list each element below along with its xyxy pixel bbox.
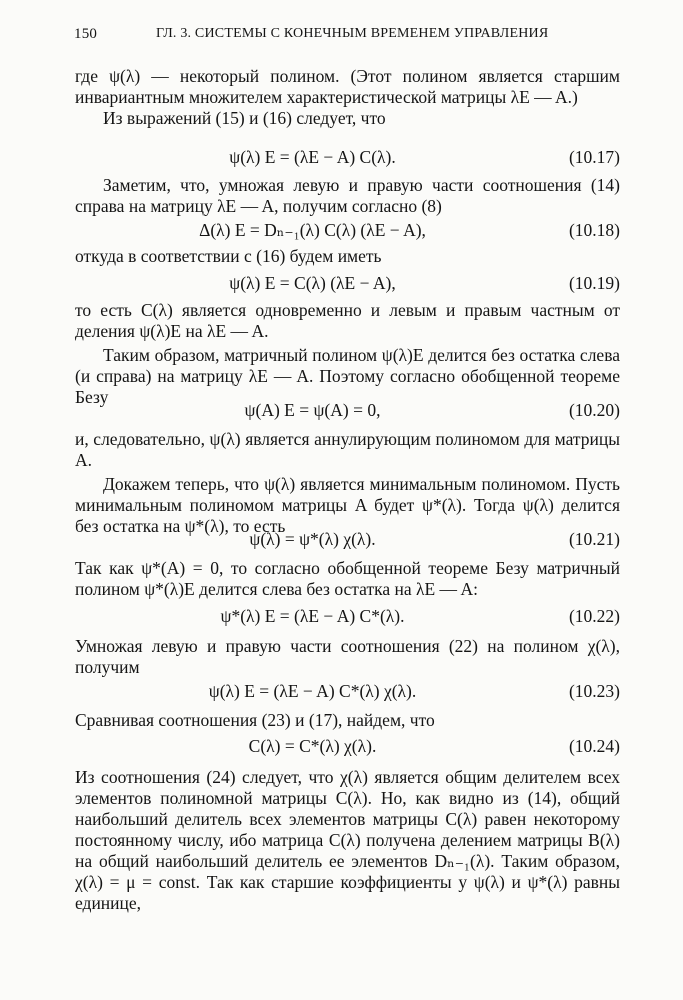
equation-number: (10.23)	[568, 681, 620, 701]
paragraph-9	[75, 767, 620, 914]
paragraph-text: Из выражений (15) и (16) следует, что	[103, 108, 386, 128]
paragraph-text: откуда в соответствии с (16) будем иметь	[75, 246, 382, 266]
paragraph-text: Докажем теперь, что ψ(λ) является минимальным полиномом. Пусть минимальным полиномом матрицы A будет ψ*(λ). Тогда ψ(λ) делится без остатка на ψ*(λ), то есть	[75, 474, 620, 536]
equation-number: (10.19)	[568, 273, 620, 293]
equation-formula: Δ(λ) E = Dₙ₋₁(λ) C(λ) (λE − A),	[199, 220, 426, 240]
equation-formula: C(λ) = C*(λ) χ(λ).	[248, 736, 377, 756]
equation-10-18	[75, 219, 620, 241]
paragraph-text: Из соотношения (24) следует, что χ(λ) является общим делителем всех элементов полиномной матрицы C(λ). Но, как видно из (14), общий наибольший делитель всех элементов матрицы C(λ) равен некоторому постоянному числу, ибо матрица C(λ) получена делением матрицы B(λ) на общий наибольший делитель ее элементов Dₙ₋₁(λ). Таким образом, χ(λ) = μ = const. Так как старшие коэффициенты у ψ(λ) и ψ*(λ) равны единице,	[75, 767, 620, 913]
paragraph-text: Сравнивая соотношения (23) и (17), найдем, что	[75, 710, 435, 730]
paragraph-text: Заметим, что, умножая левую и правую части соотношения (14) справа на матрицу λE — A, получим согласно (8)	[75, 175, 620, 216]
paragraph-7	[75, 636, 620, 678]
paragraph-text: где ψ(λ) — некоторый полином. (Этот полином является старшим инвариантным множителем характеристической матрицы λE — A.)	[75, 66, 620, 107]
equation-formula: ψ(λ) E = (λE − A) C*(λ) χ(λ).	[208, 681, 417, 701]
paragraph-text: и, следовательно, ψ(λ) является аннулирующим полиномом для матрицы A.	[75, 429, 620, 470]
running-header	[74, 22, 622, 46]
chapter-title: ГЛ. 3. СИСТЕМЫ С КОНЕЧНЫМ ВРЕМЕНЕМ УПРАВЛЕНИЯ	[156, 26, 549, 41]
paragraph-6	[75, 558, 620, 600]
equation-formula: ψ(A) E = ψ(A) = 0,	[244, 400, 381, 420]
equation-10-17	[75, 146, 620, 168]
equation-number: (10.24)	[568, 736, 620, 756]
paragraph-1	[75, 66, 620, 129]
paragraph-text: Так как ψ*(A) = 0, то согласно обобщенной теореме Безу матричный полином ψ*(λ)E делится слева без остатка на λE — A:	[75, 558, 620, 599]
equation-formula: ψ(λ) E = C(λ) (λE − A),	[229, 273, 396, 293]
paragraph-text: то есть C(λ) является одновременно и левым и правым частным от деления ψ(λ)E на λE — A.	[75, 300, 620, 341]
equation-number: (10.21)	[568, 529, 620, 549]
equation-number: (10.18)	[568, 220, 620, 240]
paragraph-5	[75, 429, 620, 537]
equation-10-22	[75, 605, 620, 627]
paragraph-4	[75, 300, 620, 408]
equation-number: (10.20)	[568, 400, 620, 420]
paragraph-8	[75, 710, 620, 731]
equation-10-24	[75, 735, 620, 757]
equation-10-20	[75, 399, 620, 421]
equation-number: (10.22)	[568, 606, 620, 626]
paragraph-3	[75, 246, 620, 267]
equation-formula: ψ(λ) E = (λE − A) C(λ).	[229, 147, 396, 167]
page-number: 150	[74, 26, 98, 42]
equation-10-21	[75, 528, 620, 550]
paragraph-2	[75, 175, 620, 217]
equation-formula: ψ*(λ) E = (λE − A) C*(λ).	[220, 606, 405, 626]
equation-formula: ψ(λ) = ψ*(λ) χ(λ).	[249, 529, 376, 549]
paragraph-text: Таким образом, матричный полином ψ(λ)E делится без остатка слева (и справа) на матрицу λE — A. Поэтому согласно обобщенной теореме Безу	[75, 345, 620, 407]
paragraph-text: Умножая левую и правую части соотношения (22) на полином χ(λ), получим	[75, 636, 620, 677]
equation-10-19	[75, 272, 620, 294]
equation-10-23	[75, 680, 620, 702]
equation-number: (10.17)	[568, 147, 620, 167]
